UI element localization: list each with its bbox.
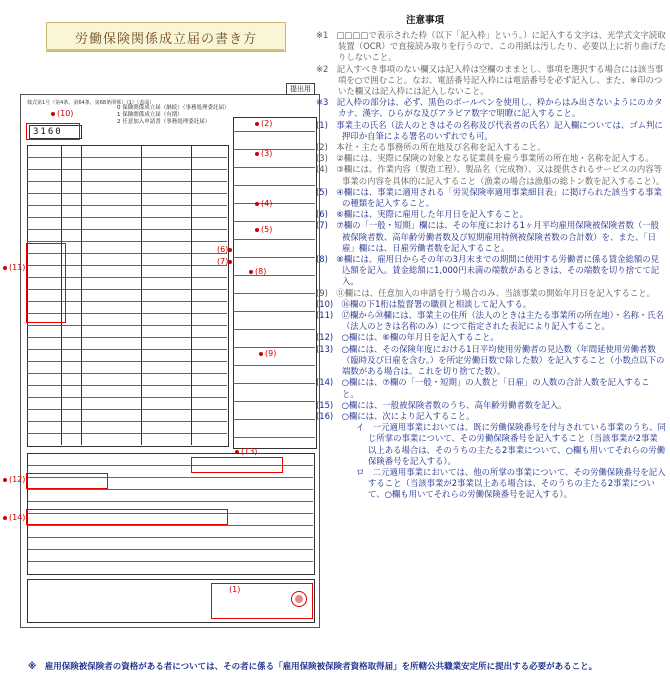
form-right-row-line [233,437,315,438]
marker-12: (12) [3,475,25,484]
form-header-small: 様式第1号（第4条、第64条、第68条関係）（1）（表面） [27,100,155,106]
marker-4: (4) [255,199,272,208]
form-right-row-line [233,221,315,222]
marker-5: (5) [255,225,272,234]
note-item: (9) ⑪欄には、任意加入の申請を行う場合のみ、当該事業の開始年月日を記入すること。 [316,287,655,298]
form-column-line [81,145,82,445]
form-row-line [27,193,227,194]
note-item: (6) ⑥欄には、実際に雇用した年月日を記入すること。 [316,209,528,220]
form-right-row-line [233,167,315,168]
form-row-line [27,373,227,374]
note-item: (5) ④欄には、事業に適用される「労災保険率適用事業細目表」に掲げられた該当する事業の種類を記入すること。 [316,186,662,209]
form-column-line [141,145,142,445]
form-row-line [27,421,227,422]
seal-stamp [291,591,307,607]
page-title-box [46,22,286,52]
form-row-line [27,217,227,218]
form-kind-2: 2 任意加入申請書（事務処理委託届） [117,119,211,125]
title-underline [46,49,284,51]
note-item: (12) ○欄には、⑥欄の年月日を記入すること。 [316,332,499,343]
form-kinds [117,105,230,126]
marker-8: (8) [249,267,266,276]
note-item: (8) ⑧欄には、雇用日からその年の3月末までの期間に使用する労働者に係る賃金総額の見込額を記入。賃金総額に1,000円未満の端数があるときは、その端数を切り捨てて記入。 [316,254,660,287]
marker-1: (1) [229,585,241,594]
marker-14: (14) [3,513,25,522]
form-row-line [27,325,227,326]
notes-list [316,30,666,501]
note-item: (10) ⑯欄の下1桁は監督署の職員と相談して記入する。 [316,298,532,309]
form-right-row-line [233,131,315,132]
marker-box-12 [26,473,108,489]
form-right-row-line [233,275,315,276]
note-item: (16) ○欄には、次により記入すること。 [316,410,475,421]
form-row-line [27,241,227,242]
note-item: (7) ⑦欄の「一般・短期」欄には、その年度における1ヶ月平均雇用保険被保険者数（一般被保険者数、高年齢労働者数及び短期雇用特例被保険者数の合計数）を、また、「日雇」欄には、日雇労働者数を記入すること。 [316,220,659,253]
note-item: (13) ○欄には、その保険年度における1日平均使用労働者の見込数（年間延使用労働者数（臨時及び日雇を含む。）を所定労働日数で除した数）を記入すること（小数点以下の端数がある場合は、これを切り捨てた数）。 [316,343,665,377]
sub-note-item: イ 一元適用事業においては、既に労働保険番号を付与されている事業のうち、同じ所掌の事業について、その労働保険番号を記入すること（当該事業が2事業以上ある場合は、そのうちの主たる2事業について、○欄も用いてそれらの労働保険番号を記入する）。 [356,422,666,466]
form-row-line [27,229,227,230]
form-right-row-line [233,293,315,294]
note-item: (11) ⑰欄から⑳欄には、事業主の住所（法人のときは主たる事業所の所在地）・名称・氏名（法人のときは名称のみ）につて指定された表記により記入すること。 [316,310,664,332]
form-row-line [27,169,227,170]
sub-note-item: ロ 二元適用事業においては、他の所掌の事業について、その労働保険番号を記入すること（当該事業が2事業以上ある場合は、そのうちの主たる2事業について、○欄も用いてそれらの労働保険番号を記入する）。 [356,466,666,500]
note-item: (15) ○欄には、一般被保険者数のうち、高年齢労働者数を記入。 [316,399,567,410]
note-item: ※2 記入すべき事項のない欄又は記入枠は空欄のままとし、事項を選択する場合には該当事項を○で囲むこと。なお、電話番号記入枠には電話番号を必ず記入し、また、※印のついた欄又は記入枠には記入しないこと。 [316,63,664,97]
marker-3: (3) [255,149,272,158]
marker-box-14 [26,509,228,525]
marker-11: (11) [3,263,25,272]
form-kind-0: 0 保険関係成立届（継続）（事務処理委託届） [117,105,230,111]
form-row-line [27,433,227,434]
form-kind-1: 1 保険関係成立届（有期） [117,112,183,118]
form-illustration [9,85,320,628]
note-item: (2) 本社・主たる事務所の所在地及び名称を記入すること。 [316,142,546,153]
form-row-line [27,181,227,182]
notes-title: 注意事項 [406,15,445,26]
form-row-line [27,337,227,338]
footer-note: ※ 雇用保険被保険者の資格がある者については、その者に係る「雇用保険被保険者資格取得届」を所轄公共職業安定所に提出する必要があること。 [28,662,598,672]
note-item: (4) ③欄には、作業内容（製造工程）、製品名（完成物）、又は提供されるサービスの内容等事業の内容を具体的に記入すること（漁業の場合は漁船の総トン数を記入すること）。 [316,164,665,186]
form-right-row-line [233,401,315,402]
form-right-row-line [233,311,315,312]
form-right-row-line [233,365,315,366]
form-right-row-line [233,239,315,240]
form-right-row-line [233,347,315,348]
form-row-line [27,397,227,398]
form-row-line [27,385,227,386]
form-row-line [27,409,227,410]
form-row-line [27,349,227,350]
note-item: ※3 記入枠の部分は、必ず、黒色のボールペンを使用し、枠からはみ出さないようにのカタカナ、漢字、ひらがな及びアラビア数字で明瞭に記入すること。 [316,97,663,119]
form-row-line [27,205,227,206]
marker-7: (7) [217,257,234,266]
note-item: (14) ○欄には、⑦欄の「一般・短期」の人数と「日雇」の人数の合計人数を記入すること。 [316,377,650,399]
marker-box-10 [26,123,80,140]
note-item: ※1 □□□□で表示された枠（以下「記入枠」という。）に記入する文字は、光学式文字読取装置（OCR）で直接読み取りを行うので、この用紙は汚したり、必要以上に折り曲げたりしないこと。 [316,30,666,63]
form-right-row-line [233,329,315,330]
form-right-row-line [233,257,315,258]
form-right-row-line [233,149,315,150]
marker-box-13 [191,457,283,473]
marker-9: (9) [259,349,276,358]
form-right-row-line [233,203,315,204]
form-right-row-line [233,383,315,384]
form-row-line [27,361,227,362]
submission-tag: 提出用 [286,83,315,95]
note-item: (1) 事業主の氏名（法人のときはその名称及び代表者の氏名）記入欄については、ゴム判に押印か自筆による署名のいずれでも可。 [316,119,663,141]
form-code: 3160 [29,125,82,139]
marker-2: (2) [255,119,272,128]
note-item: (3) ②欄には、実際に保険の対象となる従業員を雇う事業所の所在地・名称を記入する。 [316,153,654,164]
marker-6: (6) [217,245,234,254]
marker-13: (13) [235,447,257,456]
page-title: 労働保険関係成立届の書き方 [74,31,257,47]
form-right-row-line [233,419,315,420]
form-right-row-line [233,185,315,186]
form-column-line [191,145,192,445]
marker-box-11 [26,243,66,323]
marker-10: (10) [51,109,73,118]
form-row-line [27,157,227,158]
